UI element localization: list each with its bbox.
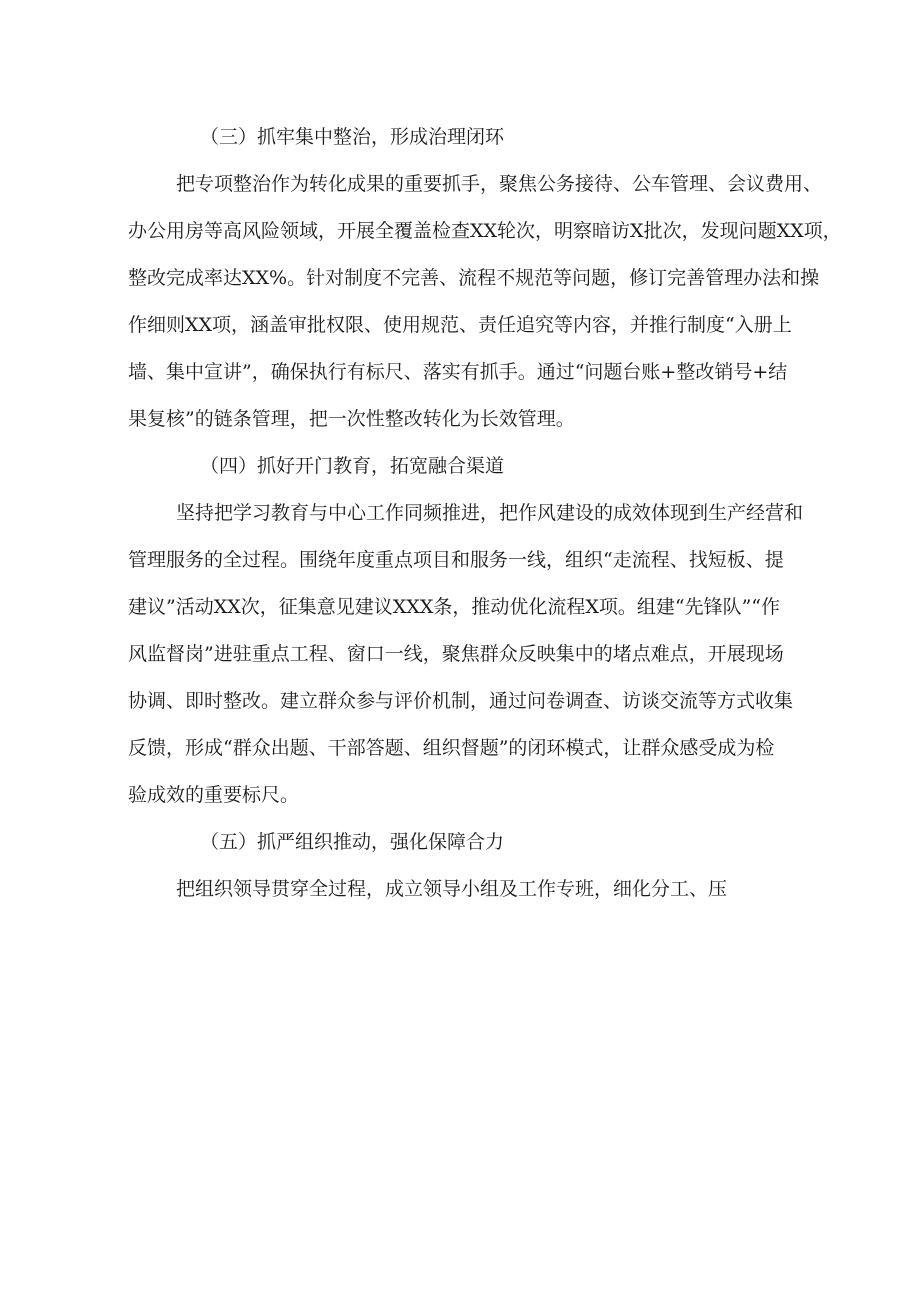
section-paragraph-4 (128, 490, 804, 819)
paragraph-line: 风监督岗”进驻重点工程、窗口一线，聚焦群众反映集中的堵点难点，开展现场 (128, 643, 784, 665)
paragraph-line: 把组织领导贯穿全过程，成立领导小组及工作专班，细化分工、压 (176, 878, 728, 900)
paragraph-line: 坚持把学习教育与中心工作同频推进，把作风建设的成效体现到生产经营和 (176, 502, 804, 524)
paragraph-line: 协调、即时整改。建立群众参与评价机制，通过问卷调查、访谈交流等方式收集 (128, 690, 794, 712)
section-heading-5: （五）抓严组织推动，强化保障合力 (200, 831, 505, 853)
paragraph-line: 整改完成率达XX%。针对制度不完善、流程不规范等问题，修订完善管理办法和操 (128, 267, 820, 289)
paragraph-line: 办公用房等高风险领域，开展全覆盖检查XX轮次，明察暗访X批次，发现问题XX项， (128, 220, 842, 242)
paragraph-line: 管理服务的全过程。围绕年度重点项目和服务一线，组织“走流程、找短板、提 (128, 549, 784, 571)
paragraph-line: 验成效的重要标尺。 (128, 784, 300, 806)
paragraph-line: 反馈，形成“群众出题、干部答题、组织督题”的闭环模式，让群众感受成为检 (128, 737, 775, 759)
section-heading-3: （三）抓牢集中整治，形成治理闭环 (200, 126, 505, 148)
section-paragraph-5 (176, 866, 794, 913)
section-paragraph-3 (128, 161, 842, 443)
paragraph-line: 把专项整治作为转化成果的重要抓手，聚焦公务接待、公车管理、会议费用、 (176, 173, 823, 195)
document-body (128, 114, 842, 913)
paragraph-line: 作细则XX项，涵盖审批权限、使用规范、责任追究等内容，并推行制度“入册上 (128, 314, 792, 336)
paragraph-line: 果复核”的链条管理，把一次性整改转化为长效管理。 (128, 408, 575, 430)
paragraph-line: 建议”活动XX次，征集意见建议XXX条，推动优化流程X项。组建“先锋队”“作 (128, 596, 781, 618)
section-heading-4: （四）抓好开门教育，拓宽融合渠道 (200, 455, 505, 477)
paragraph-line: 墙、集中宣讲”，确保执行有标尺、落实有抓手。通过“问题台账+整改销号+结 (128, 361, 788, 383)
